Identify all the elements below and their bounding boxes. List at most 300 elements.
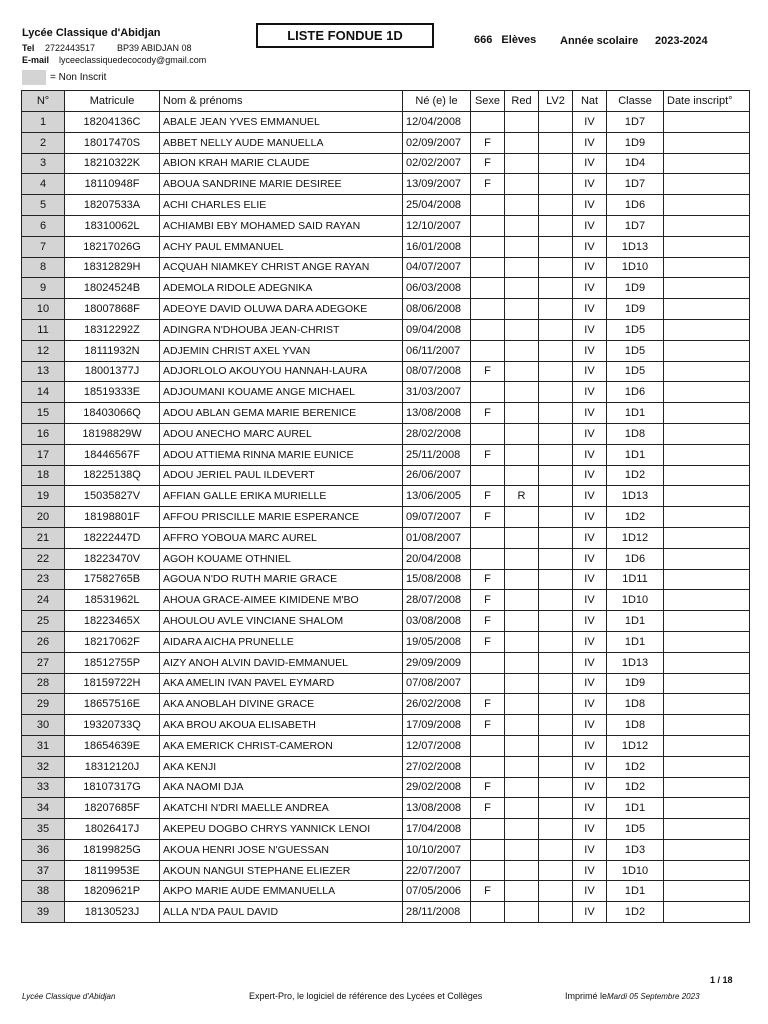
cell-nationality: IV	[573, 631, 607, 652]
cell-sexe	[471, 257, 505, 278]
cell-row-number: 33	[22, 777, 65, 798]
cell-classe: 1D6	[607, 548, 664, 569]
cell-student-name: ACHY PAUL EMMANUEL	[160, 236, 403, 257]
cell-matricule: 18017470S	[65, 132, 160, 153]
col-header-name: Nom & prénoms	[160, 91, 403, 112]
cell-nationality: IV	[573, 507, 607, 528]
cell-classe: 1D2	[607, 902, 664, 923]
cell-classe: 1D13	[607, 486, 664, 507]
cell-date-inscript	[664, 236, 750, 257]
cell-nationality: IV	[573, 839, 607, 860]
table-row	[22, 902, 750, 923]
cell-student-name: ADINGRA N'DHOUBA JEAN-CHRIST	[160, 319, 403, 340]
cell-birthdate: 13/08/2008	[403, 403, 471, 424]
school-year-label: Année scolaire	[560, 35, 639, 47]
cell-matricule: 18210322K	[65, 153, 160, 174]
cell-date-inscript	[664, 444, 750, 465]
cell-classe: 1D9	[607, 299, 664, 320]
cell-birthdate: 19/05/2008	[403, 631, 471, 652]
cell-sexe: F	[471, 881, 505, 902]
table-row	[22, 153, 750, 174]
cell-classe: 1D1	[607, 403, 664, 424]
cell-birthdate: 15/08/2008	[403, 569, 471, 590]
cell-sexe	[471, 278, 505, 299]
cell-nationality: IV	[573, 153, 607, 174]
cell-matricule: 18217026G	[65, 236, 160, 257]
cell-sexe: F	[471, 694, 505, 715]
cell-date-inscript	[664, 382, 750, 403]
cell-date-inscript	[664, 153, 750, 174]
cell-sexe	[471, 673, 505, 694]
student-list-table	[21, 90, 750, 923]
cell-matricule: 18207533A	[65, 195, 160, 216]
cell-classe: 1D6	[607, 382, 664, 403]
cell-student-name: ADOU ATTIEMA RINNA MARIE EUNICE	[160, 444, 403, 465]
cell-classe: 1D9	[607, 132, 664, 153]
cell-red	[505, 132, 539, 153]
table-row	[22, 195, 750, 216]
cell-date-inscript	[664, 112, 750, 133]
cell-matricule: 18312120J	[65, 756, 160, 777]
school-year-value: 2023-2024	[655, 35, 708, 47]
postal-box: BP39 ABIDJAN 08	[117, 43, 192, 53]
school-name: Lycée Classique d'Abidjan	[22, 27, 161, 39]
cell-lv2	[539, 174, 573, 195]
cell-sexe	[471, 860, 505, 881]
cell-sexe	[471, 299, 505, 320]
cell-red	[505, 403, 539, 424]
cell-birthdate: 09/04/2008	[403, 319, 471, 340]
cell-row-number: 21	[22, 527, 65, 548]
cell-classe: 1D13	[607, 652, 664, 673]
cell-nationality: IV	[573, 735, 607, 756]
cell-red	[505, 382, 539, 403]
cell-matricule: 18198829W	[65, 423, 160, 444]
cell-matricule: 18654639E	[65, 735, 160, 756]
cell-classe: 1D10	[607, 590, 664, 611]
cell-date-inscript	[664, 507, 750, 528]
cell-student-name: ABBET NELLY AUDE MANUELLA	[160, 132, 403, 153]
cell-date-inscript	[664, 361, 750, 382]
cell-sexe	[471, 319, 505, 340]
cell-student-name: ADJORLOLO AKOUYOU HANNAH-LAURA	[160, 361, 403, 382]
cell-row-number: 9	[22, 278, 65, 299]
cell-red	[505, 673, 539, 694]
cell-matricule: 18159722H	[65, 673, 160, 694]
footer-software: Expert-Pro, le logiciel de référence des Lycées et Collèges	[249, 991, 483, 1001]
cell-date-inscript	[664, 819, 750, 840]
cell-sexe: F	[471, 153, 505, 174]
table-row	[22, 319, 750, 340]
cell-lv2	[539, 756, 573, 777]
cell-sexe: F	[471, 777, 505, 798]
cell-lv2	[539, 590, 573, 611]
table-row	[22, 819, 750, 840]
cell-red	[505, 257, 539, 278]
cell-classe: 1D1	[607, 611, 664, 632]
table-row	[22, 881, 750, 902]
cell-student-name: ADEMOLA RIDOLE ADEGNIKA	[160, 278, 403, 299]
table-row	[22, 839, 750, 860]
table-row	[22, 735, 750, 756]
cell-lv2	[539, 694, 573, 715]
cell-birthdate: 25/04/2008	[403, 195, 471, 216]
cell-date-inscript	[664, 132, 750, 153]
cell-lv2	[539, 423, 573, 444]
cell-nationality: IV	[573, 777, 607, 798]
cell-date-inscript	[664, 860, 750, 881]
cell-row-number: 15	[22, 403, 65, 424]
cell-sexe	[471, 902, 505, 923]
cell-classe: 1D9	[607, 278, 664, 299]
cell-matricule: 18130523J	[65, 902, 160, 923]
cell-birthdate: 29/02/2008	[403, 777, 471, 798]
cell-matricule: 17582765B	[65, 569, 160, 590]
cell-red	[505, 735, 539, 756]
cell-date-inscript	[664, 195, 750, 216]
cell-classe: 1D1	[607, 631, 664, 652]
tel-value: 2722443517	[45, 43, 96, 53]
cell-birthdate: 25/11/2008	[403, 444, 471, 465]
cell-nationality: IV	[573, 299, 607, 320]
cell-birthdate: 26/02/2008	[403, 694, 471, 715]
cell-row-number: 18	[22, 465, 65, 486]
cell-nationality: IV	[573, 694, 607, 715]
cell-date-inscript	[664, 631, 750, 652]
cell-date-inscript	[664, 257, 750, 278]
cell-row-number: 25	[22, 611, 65, 632]
cell-nationality: IV	[573, 215, 607, 236]
table-row	[22, 527, 750, 548]
cell-date-inscript	[664, 902, 750, 923]
cell-red	[505, 507, 539, 528]
cell-nationality: IV	[573, 236, 607, 257]
cell-birthdate: 09/07/2007	[403, 507, 471, 528]
cell-birthdate: 12/10/2007	[403, 215, 471, 236]
cell-sexe	[471, 195, 505, 216]
cell-birthdate: 06/11/2007	[403, 340, 471, 361]
cell-date-inscript	[664, 569, 750, 590]
table-row	[22, 611, 750, 632]
cell-lv2	[539, 215, 573, 236]
table-row	[22, 465, 750, 486]
footer-school: Lycée Classique d'Abidjan	[22, 992, 116, 1001]
table-row	[22, 673, 750, 694]
cell-row-number: 4	[22, 174, 65, 195]
cell-row-number: 12	[22, 340, 65, 361]
cell-student-name: ADOU JERIEL PAUL ILDEVERT	[160, 465, 403, 486]
cell-birthdate: 16/01/2008	[403, 236, 471, 257]
cell-nationality: IV	[573, 527, 607, 548]
non-inscrit-legend-text: = Non Inscrit	[50, 72, 107, 83]
cell-date-inscript	[664, 423, 750, 444]
cell-lv2	[539, 112, 573, 133]
cell-birthdate: 13/08/2008	[403, 798, 471, 819]
cell-red	[505, 777, 539, 798]
cell-birthdate: 07/05/2006	[403, 881, 471, 902]
col-header-lv2: LV2	[539, 91, 573, 112]
cell-date-inscript	[664, 486, 750, 507]
cell-sexe: F	[471, 590, 505, 611]
cell-classe: 1D8	[607, 423, 664, 444]
cell-nationality: IV	[573, 257, 607, 278]
cell-date-inscript	[664, 465, 750, 486]
cell-student-name: AIZY ANOH ALVIN DAVID-EMMANUEL	[160, 652, 403, 673]
cell-red	[505, 611, 539, 632]
cell-row-number: 16	[22, 423, 65, 444]
cell-matricule: 18312292Z	[65, 319, 160, 340]
cell-lv2	[539, 299, 573, 320]
cell-red	[505, 361, 539, 382]
cell-birthdate: 08/06/2008	[403, 299, 471, 320]
cell-classe: 1D4	[607, 153, 664, 174]
cell-red	[505, 299, 539, 320]
cell-birthdate: 13/09/2007	[403, 174, 471, 195]
cell-lv2	[539, 257, 573, 278]
table-row	[22, 132, 750, 153]
cell-nationality: IV	[573, 756, 607, 777]
cell-matricule: 18531962L	[65, 590, 160, 611]
table-row	[22, 798, 750, 819]
cell-red	[505, 195, 539, 216]
cell-row-number: 37	[22, 860, 65, 881]
footer-printed-label: Imprimé le	[565, 991, 608, 1001]
cell-lv2	[539, 382, 573, 403]
cell-red	[505, 423, 539, 444]
cell-birthdate: 04/07/2007	[403, 257, 471, 278]
cell-student-name: ADOU ABLAN GEMA MARIE BERENICE	[160, 403, 403, 424]
cell-lv2	[539, 236, 573, 257]
cell-matricule: 18312829H	[65, 257, 160, 278]
footer-printed	[565, 991, 700, 1001]
cell-student-name: AFFRO YOBOUA MARC AUREL	[160, 527, 403, 548]
cell-lv2	[539, 860, 573, 881]
footer-printed-date: Mardi 05 Septembre 2023	[607, 992, 700, 1001]
cell-nationality: IV	[573, 403, 607, 424]
cell-row-number: 28	[22, 673, 65, 694]
cell-student-name: ACHIAMBI EBY MOHAMED SAID RAYAN	[160, 215, 403, 236]
cell-row-number: 13	[22, 361, 65, 382]
table-row	[22, 590, 750, 611]
cell-matricule: 18512755P	[65, 652, 160, 673]
cell-row-number: 11	[22, 319, 65, 340]
cell-student-name: AKA ANOBLAH DIVINE GRACE	[160, 694, 403, 715]
cell-matricule: 19320733Q	[65, 715, 160, 736]
cell-matricule: 18119953E	[65, 860, 160, 881]
cell-classe: 1D2	[607, 465, 664, 486]
table-row	[22, 403, 750, 424]
cell-lv2	[539, 361, 573, 382]
cell-classe: 1D1	[607, 444, 664, 465]
cell-classe: 1D5	[607, 340, 664, 361]
cell-classe: 1D12	[607, 735, 664, 756]
cell-row-number: 2	[22, 132, 65, 153]
cell-nationality: IV	[573, 902, 607, 923]
cell-lv2	[539, 652, 573, 673]
cell-row-number: 6	[22, 215, 65, 236]
cell-matricule: 18223465X	[65, 611, 160, 632]
cell-row-number: 19	[22, 486, 65, 507]
cell-nationality: IV	[573, 423, 607, 444]
cell-classe: 1D10	[607, 860, 664, 881]
cell-sexe: F	[471, 444, 505, 465]
cell-classe: 1D3	[607, 839, 664, 860]
cell-birthdate: 12/07/2008	[403, 735, 471, 756]
cell-student-name: AFFIAN GALLE ERIKA MURIELLE	[160, 486, 403, 507]
cell-lv2	[539, 278, 573, 299]
cell-classe: 1D1	[607, 798, 664, 819]
cell-matricule: 18107317G	[65, 777, 160, 798]
cell-red	[505, 278, 539, 299]
cell-birthdate: 17/09/2008	[403, 715, 471, 736]
cell-sexe: F	[471, 174, 505, 195]
cell-red	[505, 819, 539, 840]
cell-date-inscript	[664, 215, 750, 236]
cell-classe: 1D1	[607, 881, 664, 902]
table-row	[22, 548, 750, 569]
table-row	[22, 278, 750, 299]
cell-nationality: IV	[573, 319, 607, 340]
cell-student-name: AGOH KOUAME OTHNIEL	[160, 548, 403, 569]
cell-nationality: IV	[573, 569, 607, 590]
non-inscrit-legend-swatch	[22, 70, 46, 85]
cell-matricule: 18223470V	[65, 548, 160, 569]
cell-sexe	[471, 382, 505, 403]
cell-birthdate: 17/04/2008	[403, 819, 471, 840]
cell-red	[505, 860, 539, 881]
cell-date-inscript	[664, 798, 750, 819]
cell-student-name: ACQUAH NIAMKEY CHRIST ANGE RAYAN	[160, 257, 403, 278]
cell-birthdate: 02/02/2007	[403, 153, 471, 174]
cell-row-number: 30	[22, 715, 65, 736]
cell-matricule: 18207685F	[65, 798, 160, 819]
col-header-nat: Nat	[573, 91, 607, 112]
cell-nationality: IV	[573, 112, 607, 133]
cell-row-number: 32	[22, 756, 65, 777]
cell-student-name: AKA AMELIN IVAN PAVEL EYMARD	[160, 673, 403, 694]
cell-student-name: ABALE JEAN YVES EMMANUEL	[160, 112, 403, 133]
table-row	[22, 299, 750, 320]
cell-red	[505, 215, 539, 236]
cell-red	[505, 527, 539, 548]
cell-student-name: ACHI CHARLES ELIE	[160, 195, 403, 216]
cell-student-name: AKA KENJI	[160, 756, 403, 777]
table-row	[22, 340, 750, 361]
cell-classe: 1D6	[607, 195, 664, 216]
cell-date-inscript	[664, 839, 750, 860]
cell-sexe: F	[471, 715, 505, 736]
cell-lv2	[539, 340, 573, 361]
cell-birthdate: 03/08/2008	[403, 611, 471, 632]
cell-birthdate: 31/03/2007	[403, 382, 471, 403]
cell-nationality: IV	[573, 465, 607, 486]
cell-lv2	[539, 631, 573, 652]
cell-sexe	[471, 819, 505, 840]
col-header-birthdate: Né (e) le	[403, 91, 471, 112]
cell-nationality: IV	[573, 444, 607, 465]
cell-nationality: IV	[573, 881, 607, 902]
cell-row-number: 34	[22, 798, 65, 819]
col-header-matricule: Matricule	[65, 91, 160, 112]
cell-classe: 1D5	[607, 819, 664, 840]
cell-nationality: IV	[573, 798, 607, 819]
cell-red	[505, 548, 539, 569]
cell-lv2	[539, 444, 573, 465]
cell-matricule: 18204136C	[65, 112, 160, 133]
cell-birthdate: 27/02/2008	[403, 756, 471, 777]
table-row	[22, 257, 750, 278]
cell-row-number: 20	[22, 507, 65, 528]
table-row	[22, 361, 750, 382]
col-header-number: N°	[22, 91, 65, 112]
cell-matricule: 15035827V	[65, 486, 160, 507]
cell-sexe: F	[471, 403, 505, 424]
cell-lv2	[539, 715, 573, 736]
student-count-label: Elèves	[501, 34, 537, 46]
cell-red	[505, 112, 539, 133]
cell-nationality: IV	[573, 819, 607, 840]
cell-student-name: AKA NAOMI DJA	[160, 777, 403, 798]
cell-lv2	[539, 195, 573, 216]
cell-sexe	[471, 215, 505, 236]
tel-label: Tel	[22, 43, 35, 53]
cell-red	[505, 444, 539, 465]
cell-sexe	[471, 423, 505, 444]
cell-row-number: 8	[22, 257, 65, 278]
cell-student-name: AHOUA GRACE-AIMEE KIMIDENE M'BO	[160, 590, 403, 611]
cell-lv2	[539, 507, 573, 528]
cell-classe: 1D2	[607, 507, 664, 528]
cell-row-number: 29	[22, 694, 65, 715]
cell-red	[505, 902, 539, 923]
cell-date-inscript	[664, 527, 750, 548]
cell-date-inscript	[664, 548, 750, 569]
cell-lv2	[539, 902, 573, 923]
cell-birthdate: 02/09/2007	[403, 132, 471, 153]
cell-classe: 1D2	[607, 777, 664, 798]
cell-row-number: 7	[22, 236, 65, 257]
cell-classe: 1D11	[607, 569, 664, 590]
cell-lv2	[539, 153, 573, 174]
cell-nationality: IV	[573, 278, 607, 299]
cell-row-number: 35	[22, 819, 65, 840]
table-row	[22, 112, 750, 133]
cell-date-inscript	[664, 611, 750, 632]
table-row	[22, 860, 750, 881]
cell-student-name: AKATCHI N'DRI MAELLE ANDREA	[160, 798, 403, 819]
cell-nationality: IV	[573, 132, 607, 153]
cell-classe: 1D5	[607, 319, 664, 340]
cell-row-number: 22	[22, 548, 65, 569]
cell-row-number: 24	[22, 590, 65, 611]
cell-nationality: IV	[573, 590, 607, 611]
table-row	[22, 486, 750, 507]
cell-date-inscript	[664, 278, 750, 299]
cell-matricule: 18519333E	[65, 382, 160, 403]
cell-date-inscript	[664, 340, 750, 361]
cell-date-inscript	[664, 756, 750, 777]
cell-lv2	[539, 777, 573, 798]
cell-row-number: 23	[22, 569, 65, 590]
cell-row-number: 39	[22, 902, 65, 923]
cell-student-name: AHOULOU AVLE VINCIANE SHALOM	[160, 611, 403, 632]
cell-nationality: IV	[573, 611, 607, 632]
cell-student-name: AGOUA N'DO RUTH MARIE GRACE	[160, 569, 403, 590]
table-row	[22, 777, 750, 798]
cell-red	[505, 652, 539, 673]
table-row	[22, 569, 750, 590]
cell-matricule: 18222447D	[65, 527, 160, 548]
